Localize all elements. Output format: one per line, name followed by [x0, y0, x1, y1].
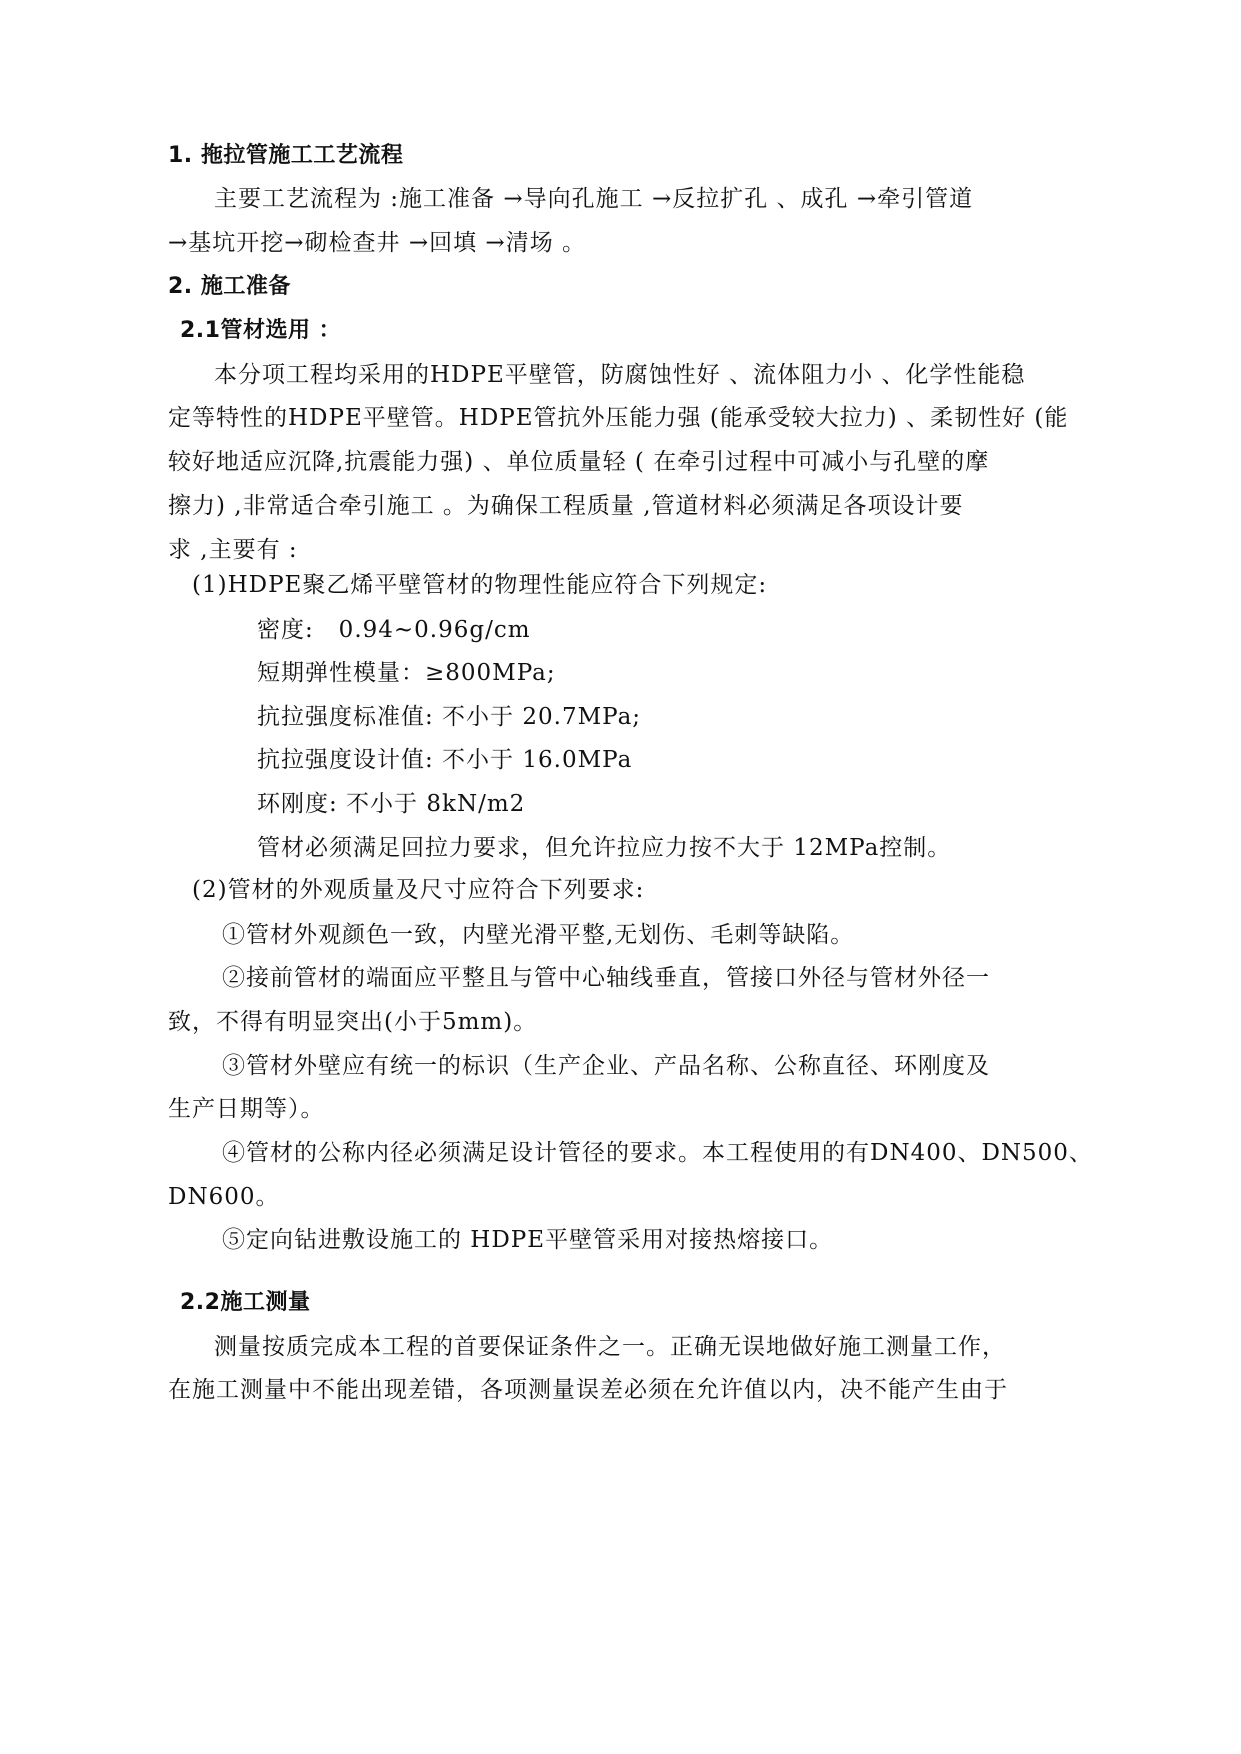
subsection-heading-2-1: 2.1管材选用 ：: [180, 318, 342, 343]
subsection-heading-2-2: 2.2施工测量: [180, 1290, 311, 1315]
section-heading-2: 2. 施工准备: [168, 274, 291, 299]
spec-modulus: 短期弹性模量：≥800MPa;: [257, 660, 556, 686]
section-heading-1: 1. 拖拉管施工工艺流程: [168, 143, 404, 168]
requirement-4-line-1: ④管材的公称内径必须满足设计管径的要求。本工程使用的有DN400、DN500、: [222, 1140, 1093, 1166]
paragraph-line: 求 ,主要有 :: [168, 537, 298, 563]
paragraph-line: 本分项工程均采用的HDPE平壁管，防腐蚀性好 、流体阻力小 、化学性能稳: [214, 362, 1026, 388]
requirement-3-line-2: 生产日期等）。: [168, 1096, 325, 1122]
spec-ring-stiffness: 环刚度: 不小于 8kN/m2: [257, 791, 526, 817]
paragraph-line: 定等特性的HDPE平壁管。HDPE管抗外压能力强 (能承受较大拉力) 、柔韧性好 (能: [168, 405, 1069, 431]
spec-tensile-design: 抗拉强度设计值: 不小于 16.0MPa: [257, 747, 633, 773]
paragraph-line: 在施工测量中不能出现差错，各项测量误差必须在允许值以内，决不能产生由于: [168, 1377, 1008, 1403]
requirement-2-line-2: 致，不得有明显突出(小于5mm)。: [168, 1009, 538, 1035]
paragraph-line: 擦力) ,非常适合牵引施工 。为确保工程质量 ,管道材料必须满足各项设计要: [168, 493, 964, 519]
requirement-4-line-2: DN600。: [168, 1184, 280, 1210]
process-line-2: →基坑开挖→砌检查井 →回填 →清场 。: [168, 230, 587, 256]
list-item-title-1: (1)HDPE聚乙烯平壁管材的物理性能应符合下列规定:: [192, 572, 768, 598]
requirement-2-line-1: ②接前管材的端面应平整且与管中心轴线垂直，管接口外径与管材外径一: [222, 965, 990, 991]
requirement-1: ①管材外观颜色一致，内壁光滑平整,无划伤、毛刺等缺陷。: [222, 922, 855, 948]
requirement-5: ⑤定向钻进敷设施工的 HDPE平壁管采用对接热熔接口。: [222, 1227, 834, 1253]
paragraph-line: 较好地适应沉降,抗震能力强) 、单位质量轻 ( 在牵引过程中可减小与孔壁的摩: [168, 449, 990, 475]
spec-tensile-standard: 抗拉强度标准值: 不小于 20.7MPa;: [257, 704, 642, 730]
spec-density: 密度: 0.94~0.96g/cm: [257, 617, 531, 643]
paragraph-line: 测量按质完成本工程的首要保证条件之一。正确无误地做好施工测量工作，: [214, 1334, 1006, 1360]
requirement-3-line-1: ③管材外壁应有统一的标识（生产企业、产品名称、公称直径、环刚度及: [222, 1053, 990, 1079]
process-line-1: 主要工艺流程为 :施工准备 →导向孔施工 →反拉扩孔 、成孔 →牵引管道: [214, 186, 974, 212]
spec-pullback: 管材必须满足回拉力要求，但允许拉应力按不大于 12MPa控制。: [257, 835, 952, 861]
list-item-title-2: (2)管材的外观质量及尺寸应符合下列要求:: [192, 877, 645, 903]
